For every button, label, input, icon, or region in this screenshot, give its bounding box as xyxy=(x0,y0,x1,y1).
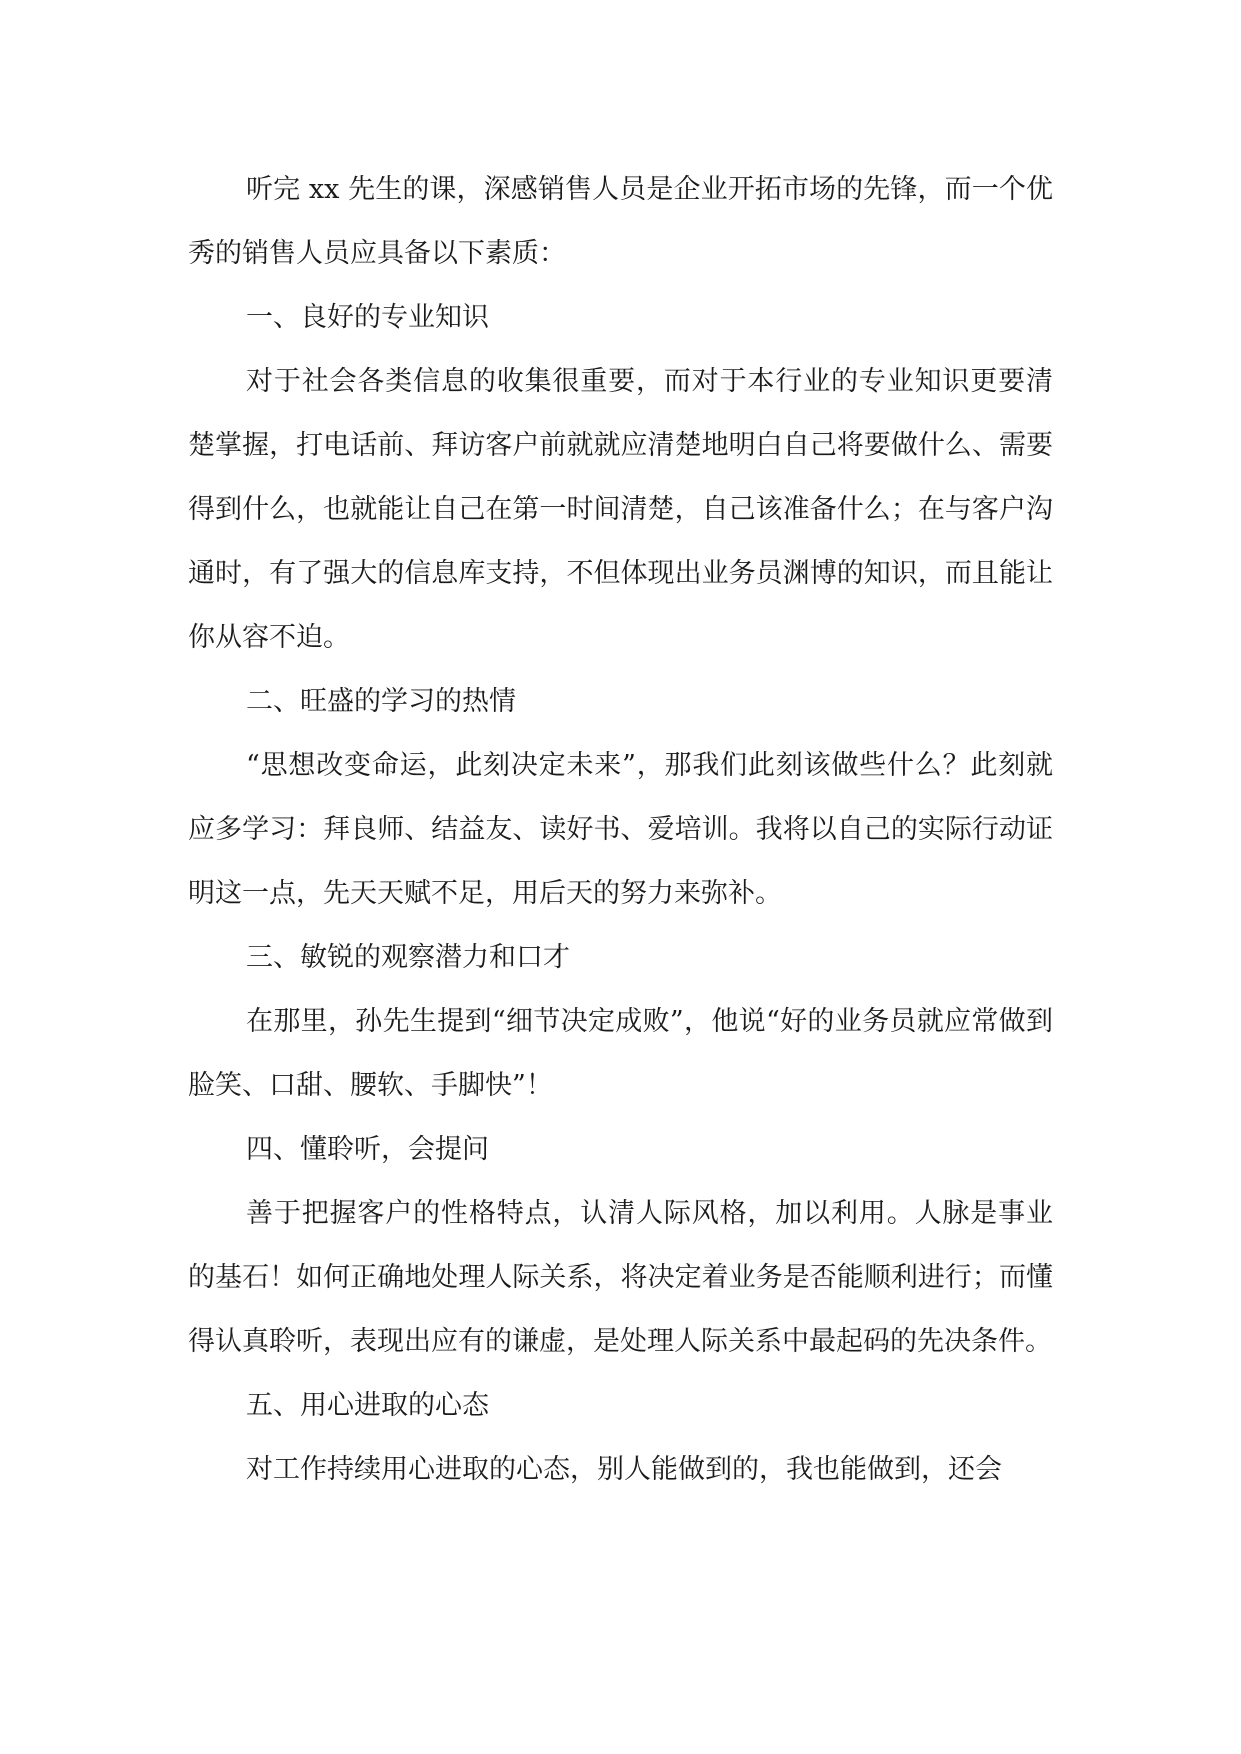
section-heading-1: 一、良好的专业知识 xyxy=(246,302,489,333)
section-paragraph-2: “思想改变命运，此刻决定未来”，那我们此刻该做些什么？此刻就应多学习：拜良师、结益友、读好书、爱培训。我将以自己的实际行动证明这一点，先天天赋不足，用后天的努力来弥补。 xyxy=(188,750,1053,909)
section-heading-3: 三、敏锐的观察潜力和口才 xyxy=(246,942,570,973)
section-paragraph-3: 在那里，孙先生提到“细节决定成败”，他说“好的业务员就应常做到脸笑、口甜、腰软、手脚快”！ xyxy=(188,1006,1053,1101)
section-paragraph-5: 对工作持续用心进取的心态，别人能做到的，我也能做到，还会 xyxy=(246,1454,1002,1485)
section-heading-4: 四、懂聆听，会提问 xyxy=(246,1134,489,1165)
section-heading-2: 二、旺盛的学习的热情 xyxy=(246,686,516,717)
intro-paragraph: 听完 xx 先生的课，深感销售人员是企业开拓市场的先锋，而一个优秀的销售人员应具备以下素质： xyxy=(188,174,1053,269)
section-heading-5: 五、用心进取的心态 xyxy=(246,1390,489,1421)
section-paragraph-4: 善于把握客户的性格特点，认清人际风格，加以利用。人脉是事业的基石！如何正确地处理人际关系，将决定着业务是否能顺利进行；而懂得认真聆听，表现出应有的谦虚，是处理人际关系中最起码的先决条件。 xyxy=(188,1198,1053,1357)
document-body xyxy=(188,158,1053,1502)
section-paragraph-1: 对于社会各类信息的收集很重要，而对于本行业的专业知识更要清楚掌握，打电话前、拜访客户前就就应清楚地明白自己将要做什么、需要得到什么，也就能让自己在第一时间清楚，自己该准备什么；在与客户沟通时，有了强大的信息库支持，不但体现出业务员渊博的知识，而且能让你从容不迫。 xyxy=(188,366,1053,653)
